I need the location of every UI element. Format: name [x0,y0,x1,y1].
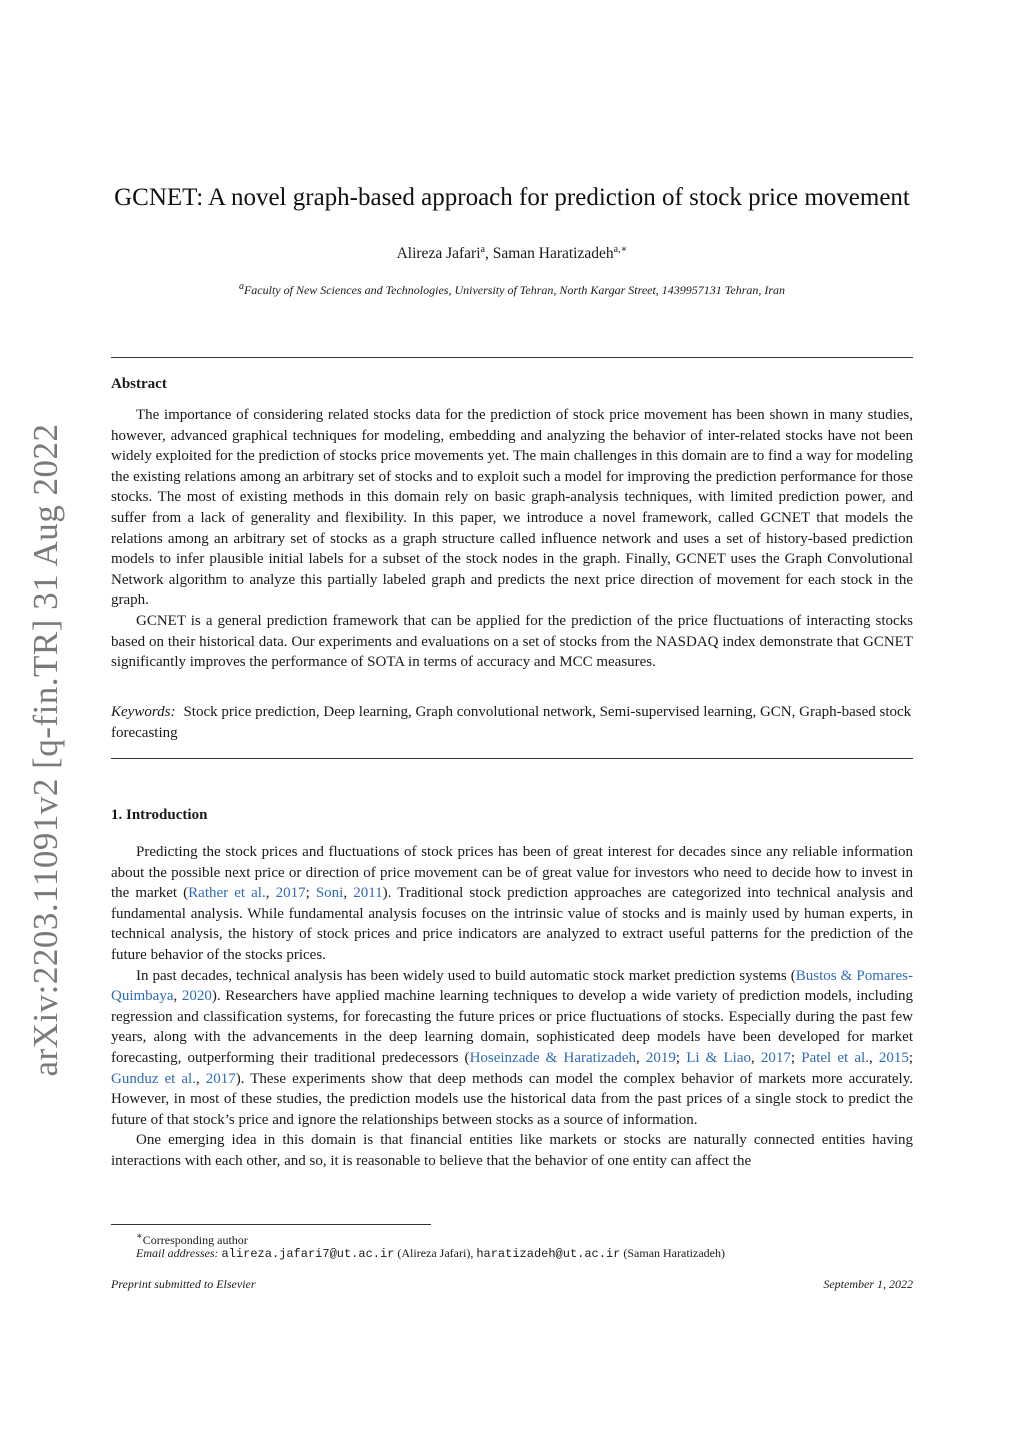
text-run: ). Traditional stock prediction approaches are categorized into technical analysis and fundamental analysis. While fundamental analysis focuses on the intrinsic value of stocks and is mainly used by human experts, in technical analysis, the history of stock prices and price indicators are analyzed to extract useful patterns for the prediction of the future behavior of the stocks prices. [111,885,913,963]
email-owner: (Saman Haratizadeh) [623,1246,725,1260]
citation-year-link[interactable]: 2011 [353,885,383,902]
introduction-body [111,842,913,1172]
affiliation [0,281,1024,298]
author-mark: a,∗ [613,244,628,255]
text-run: Predicting the stock prices and fluctuations of stock prices has been of great interest for decades since any reliable information about the possible next price or direction of price movement can be of great value for investors who need to decide how to invest in the market ( [111,844,913,902]
text-run: ; [790,1049,802,1066]
citation-year-link[interactable]: 2017 [205,1070,236,1087]
text-run: ; [675,1049,687,1066]
citation-author: Rather et al. [188,885,266,902]
text-run: , [195,1070,206,1087]
text-run: ). These experiments show that deep methods can model the complex behavior of markets more accurately. However, in most of these studies, the prediction models use the historical data from the past prices of a single stock to predict the future of that stock’s price and ignore the relationships between stocks as a source of information. [111,1070,913,1128]
footnote-emails [136,1245,725,1262]
text-run: , [343,885,354,902]
intro-paragraph-2 [111,966,913,1131]
text-run: In past decades, technical analysis has been widely used to build automatic stock market prediction systems ( [136,967,796,984]
author-list: Alireza Jafari$^a$, Saman Haratizadeh$^{a,∗}$ [396,244,628,263]
intro-paragraph-1 [111,842,913,966]
footer-date: September 1, 2022 [823,1277,913,1291]
text-run: ). Researchers have applied machine learning techniques to develop a wide variety of prediction models, including regression and classification systems, for forecasting the future prices or price fluctuations of stocks. Especially during the past few years, along with the advancements in the deep learning domain, sophisticated deep models have been developed for market forecasting, outperforming their traditional predecessors ( [111,988,914,1066]
abstract-paragraph: GCNET is a general prediction framework that can be applied for the prediction of the price fluctuations of interacting stocks based on their historical data. Our experiments and evaluations on a set of stocks from the NASDAQ index demonstrate that GCNET significantly improves the performance of SOTA in terms of accuracy and MCC measures. [111,612,913,671]
citation-link[interactable]: Hoseinzade & Haratizadeh [469,1049,636,1066]
keywords-text: Stock price prediction, Deep learning, Graph convolutional network, Semi-supervised learning, GCN, Graph-based stock forecasting [111,704,912,741]
citation-link[interactable]: Li & Liao [686,1049,751,1066]
abstract-bottom-rule [111,758,913,759]
text-run: ; [305,885,316,902]
keywords-label: Keywords: [111,704,176,720]
paper-title: GCNET: A novel graph-based approach for prediction of stock price movement [114,184,910,211]
text-run: , [265,885,276,902]
email-address[interactable]: haratizadeh@ut.ac.ir [476,1247,621,1261]
text-run: , [868,1049,879,1066]
author-name: Saman Haratizadeh [492,245,614,263]
email-label: Email addresses: [136,1246,219,1260]
footnote-text: Corresponding author [142,1233,248,1247]
citation-link[interactable]: Patel et al. [801,1049,869,1066]
text-run: , [751,1049,761,1066]
email-owner: (Alireza Jafari), [397,1246,474,1260]
citation-link[interactable]: Gunduz et al. [111,1070,196,1087]
abstract-heading: Abstract [111,376,167,392]
citation-year-link[interactable]: 2015 [878,1049,909,1066]
author-name: Alireza Jafari [396,245,481,263]
citation-link[interactable]: Bustos & Pomares-Quimbaya [111,967,913,1005]
text-run: , [635,1049,646,1066]
citation-link[interactable] [188,885,266,901]
footnote-mark: ∗ [136,1231,143,1242]
abstract-paragraph: The importance of considering related stocks data for the prediction of stock price movement has been shown in many studies, however, advanced graphical techniques for modeling, embedding and analyzing the behavior of inter-related stocks have not been widely exploited for the prediction of stocks price movements yet. The main challenges in this domain are to find a way for modeling the existing relations among an arbitrary set of stocks and to exploit such a model for improving the prediction performance for those stocks. The most of existing methods in this domain rely on basic graph-analysis techniques, with limited prediction power, and suffer from a lack of generality and flexibility. In this paper, we introduce a novel framework, called GCNET that models the relations among an arbitrary set of stocks as a graph structure called influence network and uses a set of history-based prediction models to infer plausible initial labels for a subset of the stock nodes in the graph. Finally, GCNET uses the Graph Convolutional Network algorithm to analyze this partially labeled graph and predicts the next price direction of movement for each stock in the graph. [111,407,913,609]
citation-link[interactable]: Soni [315,885,344,902]
citation-year-link[interactable]: 2019 [645,1049,676,1066]
author-mark: a [480,244,485,255]
affiliation-mark: a [238,281,244,292]
abstract-body [111,405,913,673]
arxiv-identifier: arXiv:2203.11091v2 [q-fin.TR] 31 Aug 2022 [26,423,65,1077]
abstract-top-rule [111,357,913,358]
affiliation-text: Faculty of New Sciences and Technologies, University of Tehran, North Kargar Street, 1439957131 Tehran, Iran [243,283,786,297]
section-heading-introduction: 1. Introduction [111,807,208,823]
text-run: , [173,988,182,1005]
text-run: ; [908,1049,914,1066]
citation-year-link[interactable]: 2020 [181,988,212,1005]
keywords [111,702,913,743]
footnote-rule [111,1224,431,1225]
citation-year-link[interactable]: 2017 [275,885,306,902]
email-address[interactable]: alireza.jafari7@ut.ac.ir [221,1247,395,1261]
citation-year-link[interactable]: 2017 [760,1049,791,1066]
intro-paragraph-3: One emerging idea in this domain is that financial entities like markets or stocks are naturally connected entities having interactions with each other, and so, it is reasonable to believe that the behavior of one entity can affect the [111,1132,913,1169]
preprint-note: Preprint submitted to Elsevier [111,1277,256,1291]
